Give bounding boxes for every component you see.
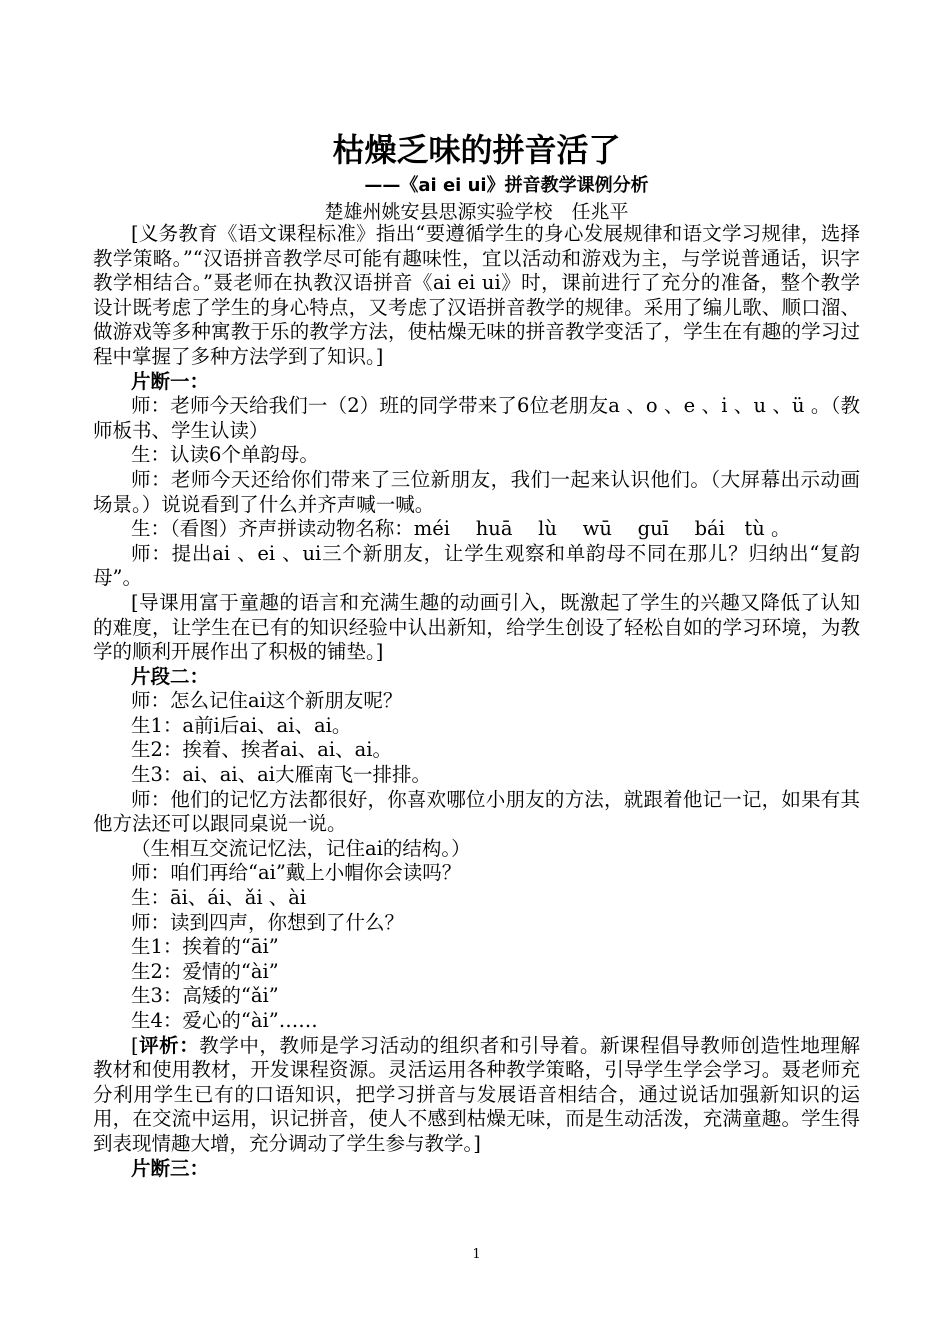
- intro-paragraph: [义务教育《语文课程标准》指出“要遵循学生的身心发展规律和语文学习规律，选择教学策略。”“汉语拼音教学尽可能有趣味性，宜以活动和游戏为主，与学说普通话，识字教学相结合。”聂老师在执教汉语拼音《ai ei ui》时，课前进行了充分的准备，整个教学设计既考虑了学生的身心特点，又考虑了汉语拼音教学的规律。采用了编儿歌、顺口溜、做游戏等多种寓教于乐的教学方法，使枯燥无味的拼音教学变活了，学生在有趣的学习过程中掌握了多种方法学到了知识。]: [93, 222, 860, 368]
- paragraph: 师：怎么记住ai这个新朋友呢？: [131, 689, 403, 713]
- paragraph: 师：他们的记忆方法都很好，你喜欢哪位小朋友的方法，就跟着他记一记，如果有其他方法还可以跟同桌说一说。: [93, 787, 860, 836]
- paragraph: 生：（看图）齐声拼读动物名称：méi huā lù wū guī bái tù 。: [131, 517, 791, 541]
- document-subtitle: ——《ai ei ui》拼音教学课例分析: [364, 175, 649, 196]
- paragraph: 生1：挨着的“āi”: [131, 935, 279, 959]
- page-number: 1: [472, 1247, 481, 1262]
- paragraph: 生2：爱情的“ài”: [131, 959, 279, 983]
- document-body: [93, 222, 860, 1181]
- paragraph: 师：老师今天给我们一（2）班的同学带来了6位老朋友a 、o 、e 、i 、u 、ü 。（教师板书、学生认读）: [93, 394, 860, 442]
- paragraph: 生3：ai、ai、ai大雁南飞一排排。: [131, 763, 431, 787]
- section-heading: 片断三：: [131, 1156, 210, 1180]
- paragraph: 生：认读6个单韵母。: [131, 443, 319, 467]
- document-page: [93, 0, 860, 1344]
- section-heading: 片段二：: [131, 664, 210, 688]
- document-title: 枯燥乏味的拼音活了: [332, 131, 621, 169]
- author-line: 楚雄州姚安县思源实验学校 任兆平: [324, 201, 629, 223]
- comment-label: 评析：: [138, 1033, 200, 1057]
- paragraph: 生：āi、ái、ǎi 、ài: [131, 886, 307, 910]
- paragraph: [导课用富于童趣的语言和充满生趣的动画引入，既激起了学生的兴趣又降低了认知的难度，让学生在已有的知识经验中认出新知，给学生创设了轻松自如的学习环境，为教学的顺利开展作出了积极的铺垫。]: [93, 590, 860, 664]
- paragraph: 生4：爱心的“ài”……: [131, 1009, 318, 1032]
- paragraph: 师：咱们再给“ai”戴上小帽你会读吗？: [131, 861, 462, 885]
- paragraph: 生2：挨着、挨者ai、ai、ai。: [131, 738, 392, 762]
- section-heading: 片断一：: [131, 369, 210, 393]
- paragraph: 生1：a前i后ai、ai、ai。: [131, 713, 352, 737]
- paragraph: 师：读到四声，你想到了什么？: [131, 910, 405, 934]
- comment-paragraph: [评析：教学中，教师是学习活动的组织者和引导着。新课程倡导教师创造性地理解教材和使用教材，开发课程资源。灵活运用各种教学策略，引导学生学会学习。聂老师充分利用学生已有的口语知识，把学习拼音与发展语音相结合，通过说话加强新知识的运用，在交流中运用，识记拼音，使人不感到枯燥无味，而是生动活泼，充满童趣。学生得到表现情趣大增，充分调动了学生参与教学。]: [93, 1033, 860, 1155]
- paragraph: 师：老师今天还给你们带来了三位新朋友，我们一起来认识他们。（大屏幕出示动画场景。）说说看到了什么并齐声喊一喊。: [93, 467, 860, 516]
- comment-text: 教学中，教师是学习活动的组织者和引导着。新课程倡导教师创造性地理解教材和使用教材，开发课程资源。灵活运用各种教学策略，引导学生学会学习。聂老师充分利用学生已有的口语知识，把学习拼音与发展语音相结合，通过说话加强新知识的运用，在交流中运用，识记拼音，使人不感到枯燥无味，而是生动活泼，充满童趣。学生得到表现情趣大增，充分调动了学生参与教学。]: [93, 1033, 860, 1155]
- paragraph: （生相互交流记忆法，记住ai的结构。）: [131, 836, 471, 860]
- paragraph: 师：提出ai 、ei 、ui三个新朋友，让学生观察和单韵母不同在那儿？归纳出“复韵母”。: [93, 541, 860, 590]
- paragraph: 生3：高矮的“ǎi”: [131, 984, 279, 1008]
